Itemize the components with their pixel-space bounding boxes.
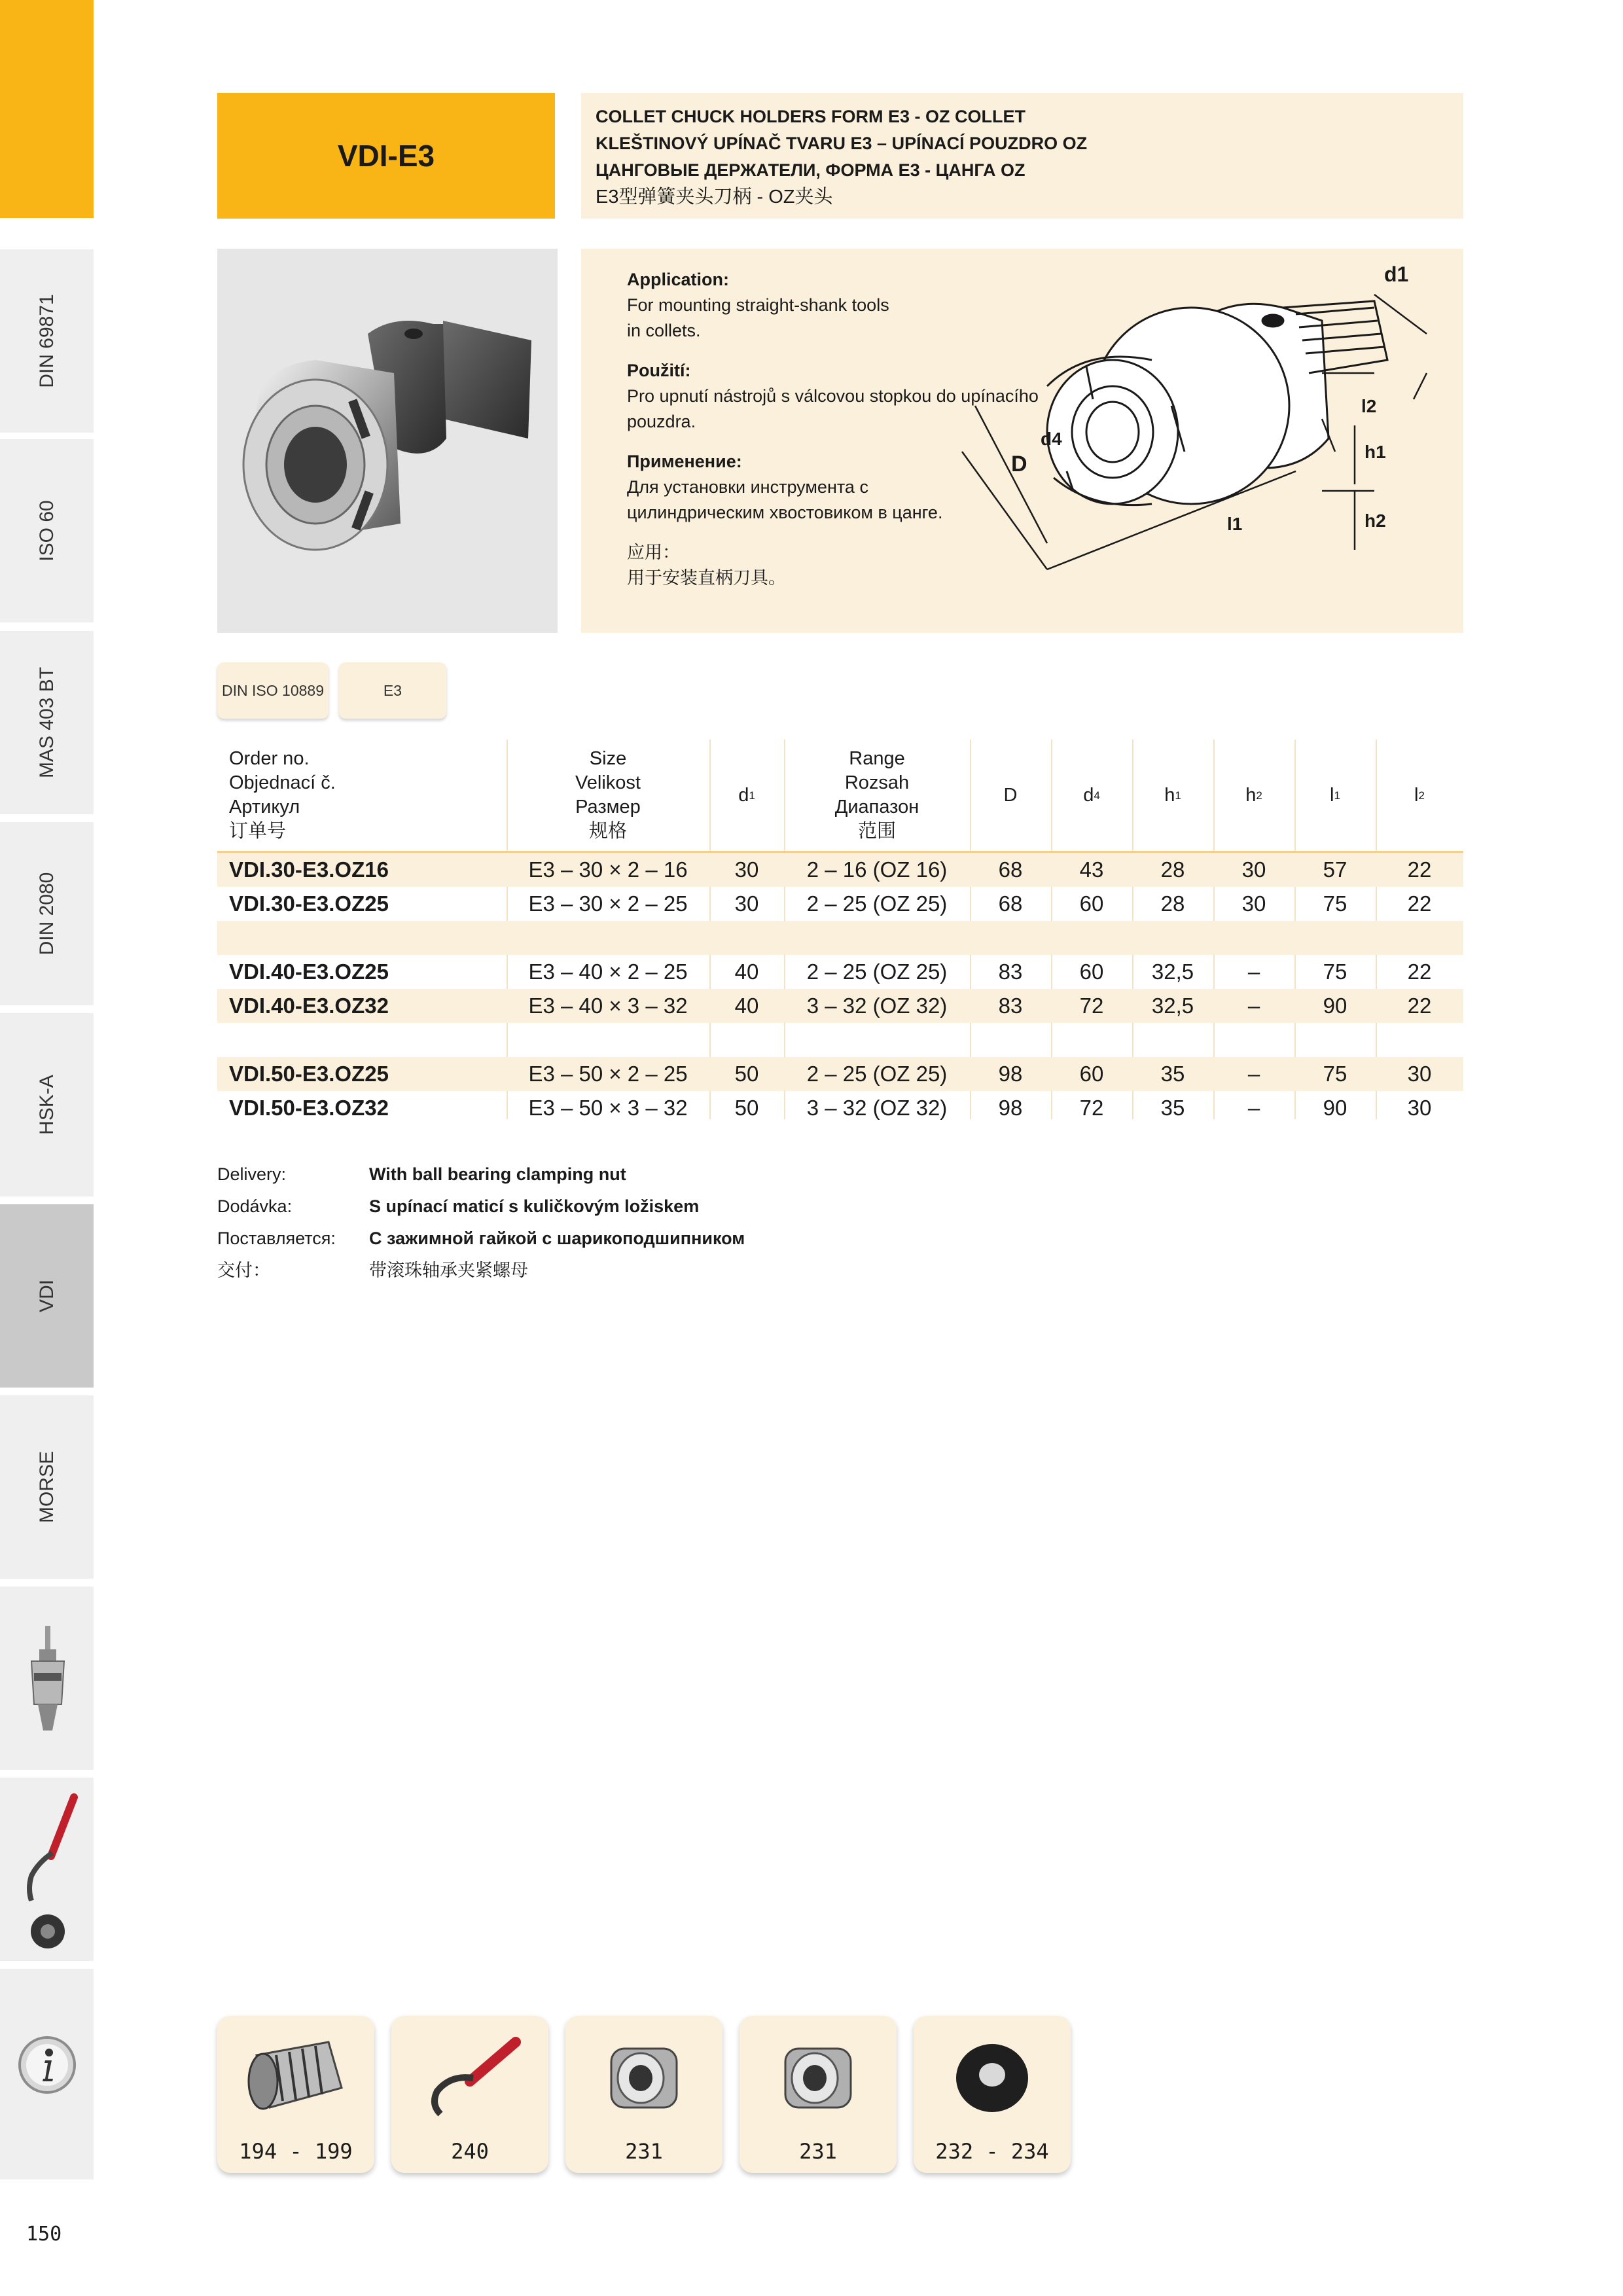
heading-en: COLLET CHUCK HOLDERS FORM E3 - OZ COLLET (596, 107, 1026, 126)
accessory-page-ref: 194 - 199 (239, 2139, 353, 2164)
cell-size: E3 – 50 × 3 – 32 (528, 1096, 688, 1120)
header-range-zh: 范围 (857, 821, 896, 842)
header-h2: h 2 (1245, 784, 1262, 806)
delivery-label-zh: 交付： (217, 1261, 270, 1280)
cell-h2: – (1247, 1096, 1260, 1120)
tab-label: DIN 2080 (35, 872, 58, 956)
cell-range: 3 – 32 (OZ 32) (806, 994, 948, 1018)
application-text-zh: 用于安装直柄刀具。 (627, 568, 786, 588)
accessory-card-nut-1[interactable] (565, 2016, 722, 2173)
header-size-en: Size (589, 748, 627, 769)
delivery-label-en: Delivery: (217, 1164, 287, 1184)
cell-range: 2 – 16 (OZ 16) (806, 857, 948, 882)
table-row (217, 853, 1463, 887)
header-size (507, 740, 709, 851)
page-title: VDI-E3 (217, 93, 555, 219)
header-size-ru: Размер (575, 797, 641, 817)
cell-l1: 57 (1323, 857, 1347, 882)
cell-l2: 30 (1407, 1062, 1432, 1086)
header-l1: l 1 (1330, 784, 1340, 806)
hook-wrench-icon (12, 1791, 84, 1954)
cell-l1: 75 (1323, 960, 1347, 984)
sealing-disc-icon (940, 2029, 1044, 2127)
cell-D: 68 (998, 891, 1023, 916)
tab-drill-chuck[interactable] (0, 1583, 94, 1770)
tab-label: DIN 69871 (35, 294, 58, 388)
cell-range: 2 – 25 (OZ 25) (806, 1062, 948, 1086)
drill-chuck-icon (25, 1626, 71, 1737)
cell-l1: 90 (1323, 994, 1347, 1018)
header-order-en: Order no. (229, 748, 310, 769)
cell-size: E3 – 50 × 2 – 25 (528, 1062, 688, 1086)
cell-d4: 60 (1079, 960, 1104, 984)
accessory-card-wrench[interactable] (391, 2016, 548, 2173)
header-D: D (1003, 784, 1018, 806)
header-d4: d 4 (1083, 784, 1100, 806)
label-D: D (1011, 452, 1027, 476)
cell-d1: 50 (734, 1096, 759, 1120)
cell-h2: – (1247, 960, 1260, 984)
heading-cz: KLEŠTINOVÝ UPÍNAČ TVARU E3 – UPÍNACÍ POUZDRO OZ (596, 134, 1088, 153)
accessory-card-collet[interactable] (217, 2016, 374, 2173)
collet-icon (243, 2029, 348, 2127)
cell-l2: 22 (1407, 994, 1432, 1018)
header-size-cz: Velikost (575, 772, 641, 793)
cell-l1: 75 (1323, 891, 1347, 916)
label-h1: h1 (1364, 442, 1386, 462)
product-table (217, 740, 1463, 1125)
side-accent-bar (0, 0, 94, 218)
cell-d1: 50 (734, 1062, 759, 1086)
header-order-ru: Артикул (229, 797, 300, 817)
cell-D: 83 (998, 994, 1023, 1018)
hook-wrench-icon (418, 2029, 522, 2127)
delivery-label-ru: Поставляется: (217, 1229, 336, 1248)
cell-h2: – (1247, 994, 1260, 1018)
header-size-zh: 规格 (588, 821, 627, 842)
product-heading (581, 93, 1463, 219)
tab-hsk-a[interactable] (0, 1009, 94, 1196)
info-icon (16, 2034, 78, 2096)
cell-h2: 30 (1241, 891, 1266, 916)
application-title-cz: Použití: (627, 361, 691, 380)
cell-d4: 43 (1079, 857, 1104, 882)
label-d4: d4 (1041, 429, 1062, 449)
heading-ru: ЦАНГОВЫЕ ДЕРЖАТЕЛИ, ФОРМА Е3 - ЦАНГА OZ (596, 160, 1026, 180)
cell-order: VDI.50-E3.OZ25 (229, 1062, 389, 1086)
clamping-nut-icon (766, 2029, 870, 2127)
cell-d4: 72 (1079, 1096, 1104, 1120)
tab-morse[interactable] (0, 1391, 94, 1579)
cell-h1: 35 (1160, 1096, 1185, 1120)
cell-D: 83 (998, 960, 1023, 984)
cell-h1: 32,5 (1151, 960, 1194, 984)
cell-d4: 72 (1079, 994, 1104, 1018)
header-order-zh: 订单号 (229, 821, 287, 842)
label-h2: h2 (1364, 511, 1386, 531)
cell-l2: 30 (1407, 1096, 1432, 1120)
tab-label: ISO 60 (35, 500, 58, 562)
tab-din-69871[interactable] (0, 245, 94, 433)
cell-size: E3 – 40 × 3 – 32 (528, 994, 688, 1018)
cell-order: VDI.50-E3.OZ32 (229, 1096, 389, 1120)
cell-d1: 30 (734, 857, 759, 882)
cell-h2: – (1247, 1062, 1260, 1086)
application-title-ru: Применение: (627, 452, 742, 471)
cell-size: E3 – 40 × 2 – 25 (528, 960, 688, 984)
table-header (217, 740, 1463, 853)
label-d1: d1 (1384, 262, 1409, 286)
cell-size: E3 – 30 × 2 – 16 (528, 857, 688, 882)
cell-order: VDI.30-E3.OZ16 (229, 857, 389, 882)
accessory-card-disc[interactable] (914, 2016, 1071, 2173)
cell-h1: 28 (1160, 891, 1185, 916)
tab-vdi[interactable] (0, 1200, 94, 1388)
delivery-label-cz: Dodávka: (217, 1196, 293, 1216)
cell-D: 68 (998, 857, 1023, 882)
accessory-page-ref: 231 (799, 2139, 837, 2164)
page-number: 150 (26, 2223, 62, 2246)
application-text-cz-1: Pro upnutí nástrojů s válcovou stopkou do upínacího (627, 386, 1039, 406)
application-text-en-2: in collets. (627, 321, 701, 340)
header-h1: h 1 (1164, 784, 1181, 806)
cell-size: E3 – 30 × 2 – 25 (528, 891, 688, 916)
table-spacer-row (217, 1023, 1463, 1057)
cell-D: 98 (998, 1062, 1023, 1086)
cell-l2: 22 (1407, 857, 1432, 882)
table-row (217, 887, 1463, 921)
tab-label: MORSE (35, 1450, 58, 1524)
heading-zh: E3型弹簧夹头刀柄 - OZ夹头 (596, 187, 833, 207)
standard-tag: DIN ISO 10889 (217, 662, 329, 719)
table-row (217, 989, 1463, 1023)
cell-h1: 35 (1160, 1062, 1185, 1086)
cell-order: VDI.40-E3.OZ25 (229, 960, 389, 984)
label-l1: l1 (1227, 514, 1243, 534)
delivery-value-en: With ball bearing clamping nut (369, 1164, 626, 1184)
cell-range: 2 – 25 (OZ 25) (806, 891, 948, 916)
dimension-drawing (955, 255, 1453, 622)
tab-mas-403-bt[interactable] (0, 627, 94, 814)
header-range-ru: Диапазон (834, 797, 919, 817)
delivery-labels (217, 1158, 374, 1287)
cell-l2: 22 (1407, 960, 1432, 984)
accessory-page-ref: 240 (451, 2139, 489, 2164)
form-tag: E3 (339, 662, 446, 719)
cell-d4: 60 (1079, 891, 1104, 916)
product-photo (217, 249, 558, 633)
application-title-zh: 应用： (627, 543, 680, 562)
table-row (217, 955, 1463, 989)
application-title-en: Application: (627, 270, 729, 289)
header-order (217, 740, 507, 851)
table-row (217, 1091, 1463, 1125)
delivery-values (369, 1158, 958, 1287)
table-row (217, 1057, 1463, 1091)
header-range-cz: Rozsah (844, 772, 910, 793)
cell-d1: 40 (734, 960, 759, 984)
accessory-page-ref: 231 (625, 2139, 663, 2164)
header-d1: d 1 (738, 784, 755, 806)
tab-iso-60[interactable] (0, 435, 94, 622)
application-text-cz-2: pouzdra. (627, 412, 696, 431)
cell-order: VDI.30-E3.OZ25 (229, 891, 389, 916)
tab-label: HSK-A (35, 1075, 58, 1135)
cell-l2: 22 (1407, 891, 1432, 916)
cell-D: 98 (998, 1096, 1023, 1120)
cell-d4: 60 (1079, 1062, 1104, 1086)
cell-range: 2 – 25 (OZ 25) (806, 960, 948, 984)
application-text-ru-1: Для установки инструмента с (627, 477, 868, 497)
tab-label: MAS 403 BT (35, 666, 58, 779)
cell-l1: 75 (1323, 1062, 1347, 1086)
header-range-en: Range (849, 748, 905, 769)
delivery-value-ru: С зажимной гайкой с шарикоподшипником (369, 1229, 745, 1248)
header-l2: l 2 (1414, 784, 1425, 806)
accessory-card-nut-2[interactable] (740, 2016, 897, 2173)
application-text-ru-2: цилиндрическим хвостовиком в цанге. (627, 503, 943, 522)
cell-range: 3 – 32 (OZ 32) (806, 1096, 948, 1120)
tab-wrench[interactable] (0, 1774, 94, 1961)
accessory-page-ref: 232 - 234 (935, 2139, 1049, 2164)
delivery-value-zh: 带滚珠轴承夹紧螺母 (369, 1261, 528, 1280)
application-text-en-1: For mounting straight-shank tools (627, 295, 889, 315)
collet-chuck-holder-image (217, 249, 558, 633)
header-range (784, 740, 970, 851)
cell-h2: 30 (1241, 857, 1266, 882)
cell-order: VDI.40-E3.OZ32 (229, 994, 389, 1018)
tab-label: VDI (35, 1279, 58, 1313)
cell-d1: 40 (734, 994, 759, 1018)
delivery-value-cz: S upínací maticí s kuličkovým ložiskem (369, 1196, 700, 1216)
cell-h1: 32,5 (1151, 994, 1194, 1018)
clamping-nut-icon (592, 2029, 696, 2127)
cell-l1: 90 (1323, 1096, 1347, 1120)
side-index (0, 0, 94, 2179)
tab-info[interactable] (0, 1965, 94, 2179)
tab-din-2080[interactable] (0, 818, 94, 1005)
header-order-cz: Objednací č. (229, 772, 336, 793)
cell-h1: 28 (1160, 857, 1185, 882)
label-l2: l2 (1361, 396, 1377, 416)
cell-d1: 30 (734, 891, 759, 916)
table-spacer-row (217, 921, 1463, 955)
